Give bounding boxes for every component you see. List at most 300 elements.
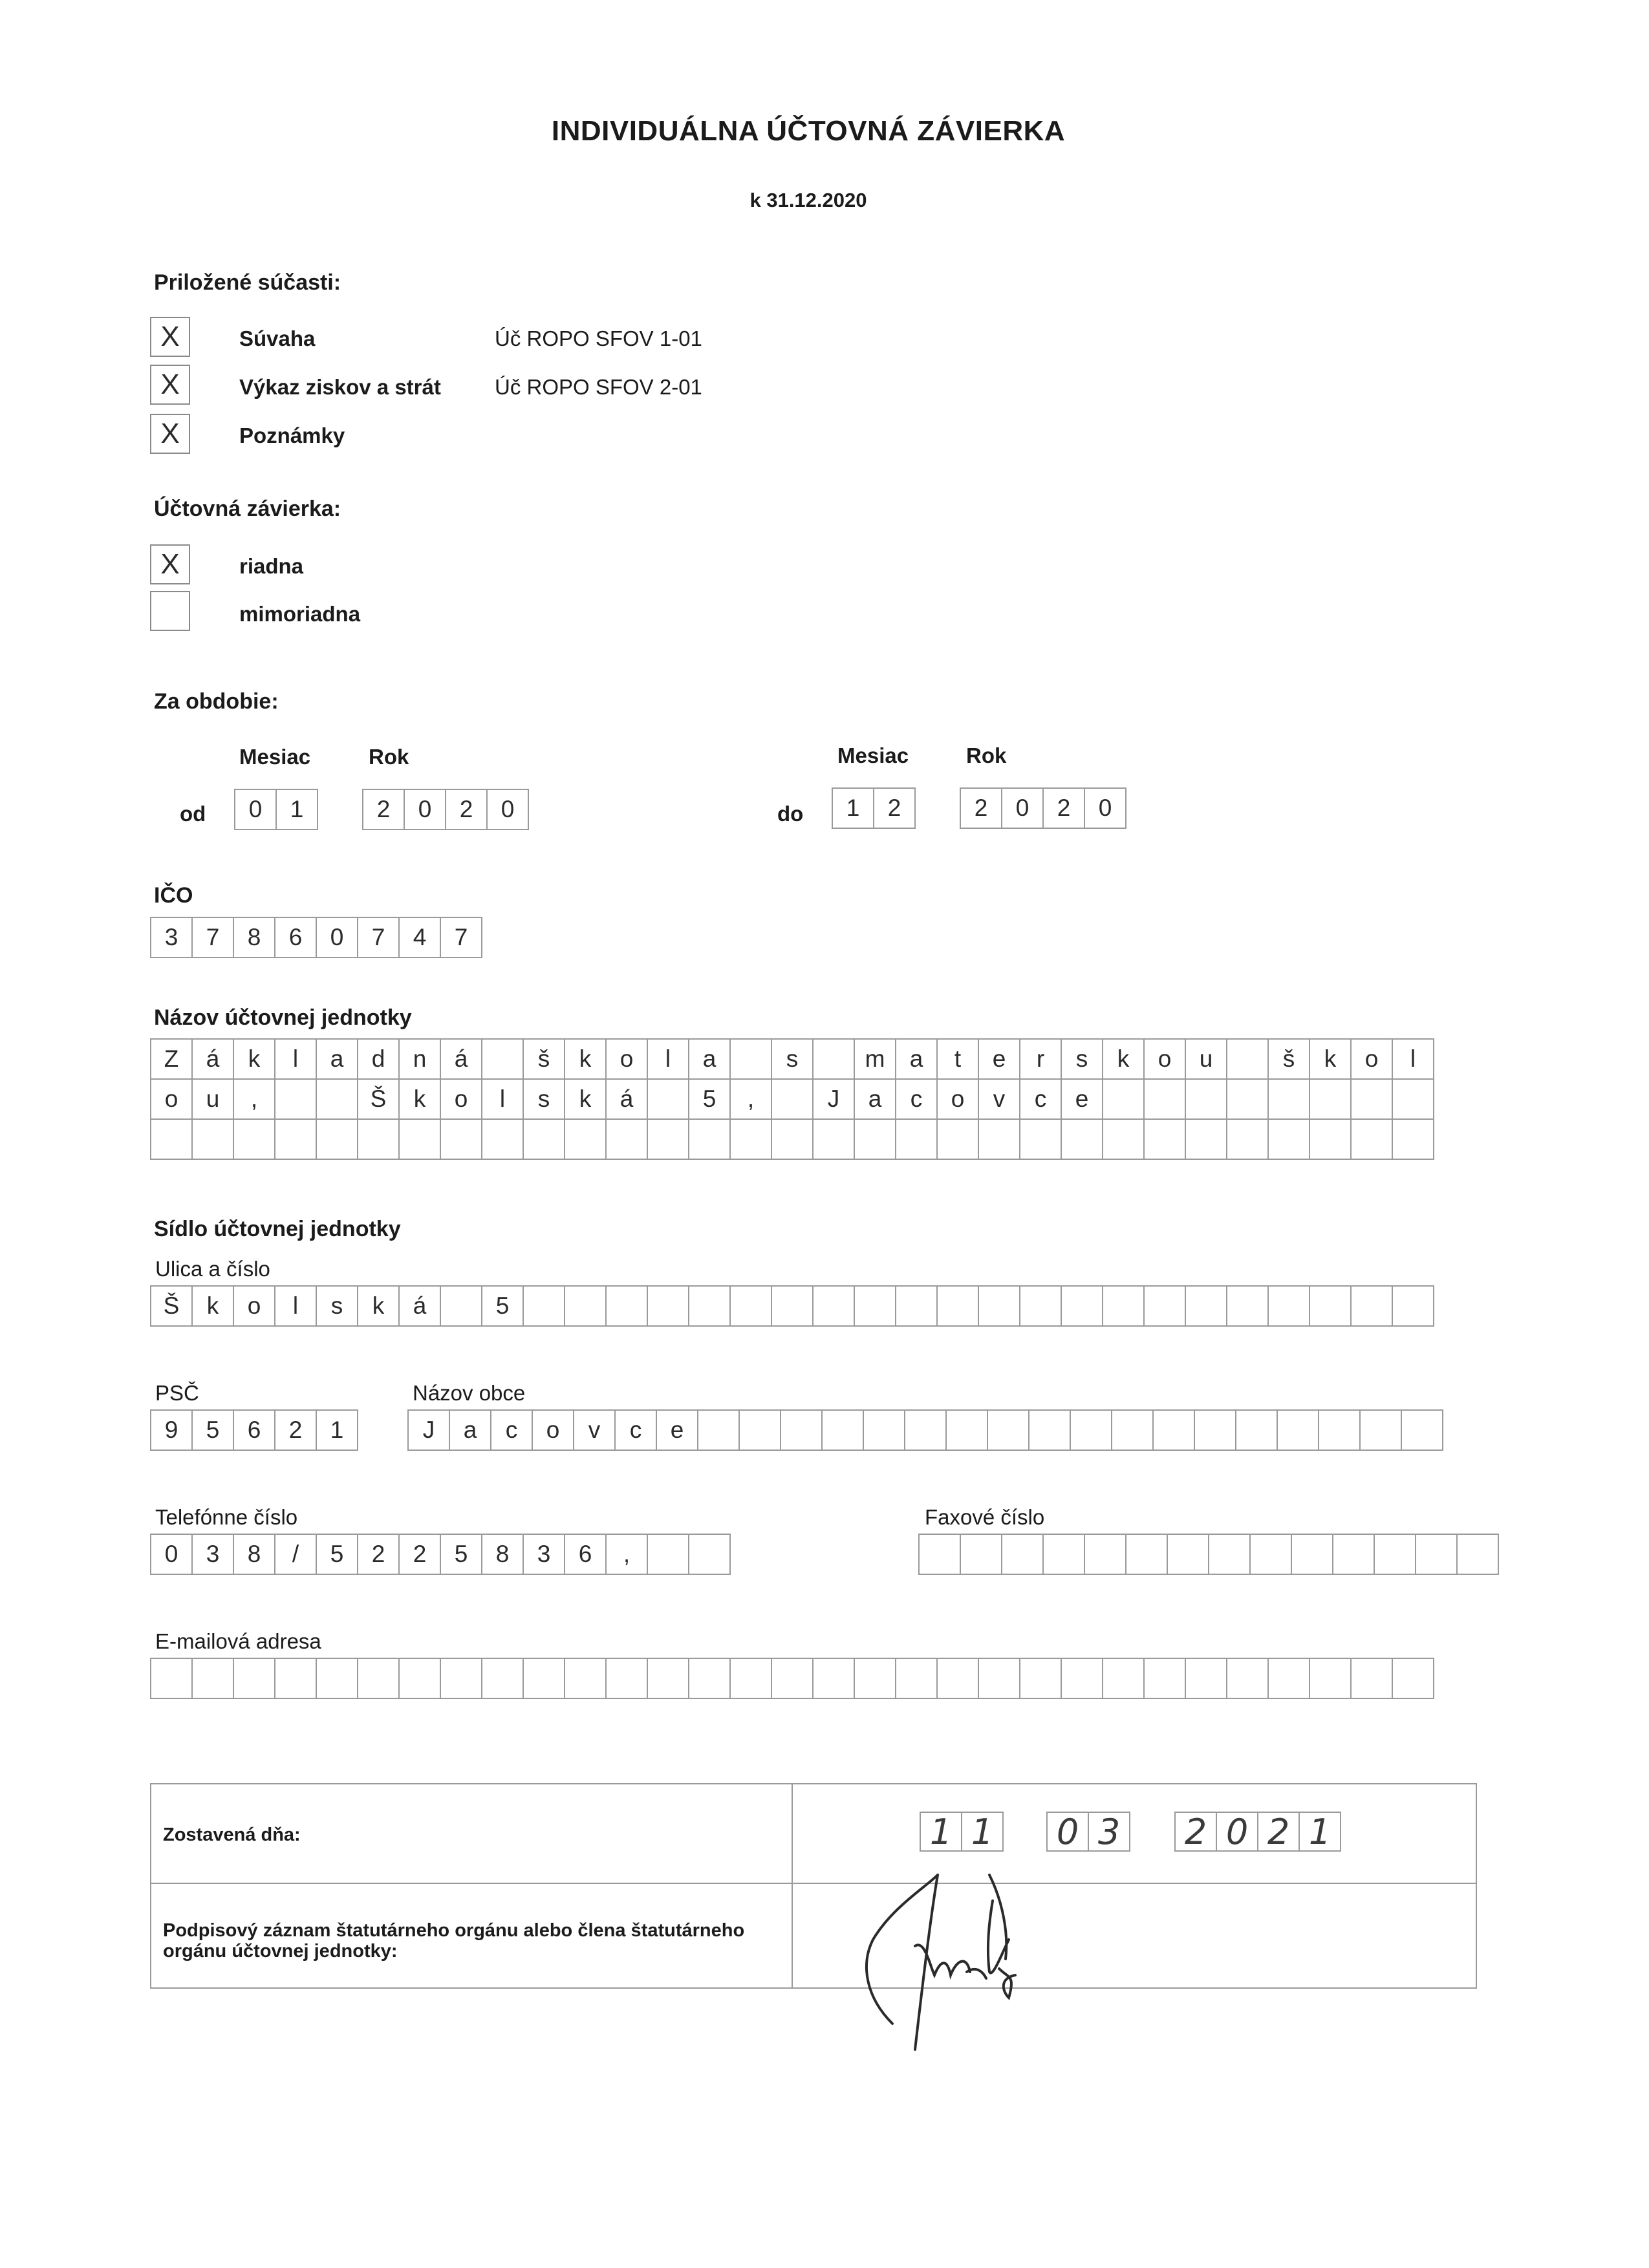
- char-cell: e: [1061, 1078, 1103, 1120]
- char-cell: [688, 1118, 731, 1160]
- char-cell: o: [936, 1078, 979, 1120]
- char-cell: n: [398, 1038, 441, 1080]
- char-cell: [440, 1285, 482, 1327]
- char-cell: [647, 1534, 689, 1575]
- char-cell: [812, 1118, 855, 1160]
- char-cell: [1070, 1409, 1112, 1451]
- digit-cell: 7: [357, 917, 400, 958]
- compiled-year-field[interactable]: [1174, 1812, 1341, 1852]
- char-cell: [1415, 1534, 1458, 1575]
- signature-label: Podpisový záznam štatutárneho orgánu alebo člena štatutárneho orgánu účtovnej jednotky:: [163, 1920, 745, 1962]
- street-label: Ulica a číslo: [155, 1257, 270, 1281]
- handwritten-cell: [1174, 1812, 1217, 1852]
- char-cell: a: [449, 1409, 491, 1451]
- char-cell: [863, 1409, 905, 1451]
- char-cell: [978, 1285, 1020, 1327]
- char-cell: [688, 1285, 731, 1327]
- char-cell: [1143, 1658, 1186, 1699]
- char-cell: [316, 1078, 358, 1120]
- char-cell: t: [936, 1038, 979, 1080]
- char-cell: k: [564, 1038, 607, 1080]
- ico-field[interactable]: [150, 917, 482, 958]
- char-cell: k: [191, 1285, 234, 1327]
- char-cell: [1102, 1078, 1145, 1120]
- char-cell: k: [398, 1078, 441, 1120]
- char-cell: o: [1350, 1038, 1393, 1080]
- char-cell: [854, 1285, 896, 1327]
- char-cell: J: [812, 1078, 855, 1120]
- char-cell: [1392, 1118, 1434, 1160]
- char-cell: [1061, 1285, 1103, 1327]
- char-cell: d: [357, 1038, 400, 1080]
- char-cell: 5: [191, 1409, 234, 1451]
- char-cell: 8: [233, 1534, 275, 1575]
- entity-name-row-2: [150, 1078, 1434, 1120]
- handwritten-digit: 1: [929, 1811, 953, 1852]
- seat-heading: Sídlo účtovnej jednotky: [154, 1217, 401, 1241]
- char-cell: [440, 1658, 482, 1699]
- to-month-field[interactable]: [832, 787, 916, 829]
- char-cell: /: [274, 1534, 317, 1575]
- char-cell: 5: [440, 1534, 482, 1575]
- char-cell: m: [854, 1038, 896, 1080]
- char-cell: [936, 1118, 979, 1160]
- char-cell: [1456, 1534, 1499, 1575]
- char-cell: o: [440, 1078, 482, 1120]
- char-cell: [647, 1285, 689, 1327]
- char-cell: [440, 1118, 482, 1160]
- digit-cell: 2: [362, 789, 405, 830]
- char-cell: [771, 1118, 814, 1160]
- char-cell: [1084, 1534, 1126, 1575]
- char-cell: 2: [398, 1534, 441, 1575]
- email-field[interactable]: [150, 1658, 1434, 1699]
- char-cell: [1208, 1534, 1251, 1575]
- char-cell: ,: [729, 1078, 772, 1120]
- char-cell: c: [1019, 1078, 1062, 1120]
- char-cell: k: [1102, 1038, 1145, 1080]
- char-cell: [1111, 1409, 1154, 1451]
- char-cell: [647, 1658, 689, 1699]
- digit-cell: 6: [274, 917, 317, 958]
- char-cell: [316, 1118, 358, 1160]
- char-cell: a: [854, 1078, 896, 1120]
- char-cell: [1350, 1118, 1393, 1160]
- digit-cell: 0: [486, 789, 529, 830]
- char-cell: [1226, 1078, 1269, 1120]
- char-cell: 5: [316, 1534, 358, 1575]
- char-cell: [936, 1285, 979, 1327]
- char-cell: [1267, 1078, 1310, 1120]
- compiled-day-field[interactable]: [920, 1812, 1004, 1852]
- from-month-field[interactable]: [234, 789, 318, 830]
- char-cell: k: [357, 1285, 400, 1327]
- char-cell: [481, 1038, 524, 1080]
- char-cell: o: [532, 1409, 574, 1451]
- char-cell: [1267, 1658, 1310, 1699]
- char-cell: [1226, 1285, 1269, 1327]
- entity-name-field[interactable]: [150, 1038, 1434, 1160]
- char-cell: [729, 1118, 772, 1160]
- char-cell: [771, 1078, 814, 1120]
- document-date: k 31.12.2020: [749, 189, 867, 211]
- char-cell: [812, 1038, 855, 1080]
- char-cell: [398, 1658, 441, 1699]
- char-cell: [812, 1658, 855, 1699]
- char-cell: [1102, 1658, 1145, 1699]
- char-cell: [780, 1409, 823, 1451]
- char-cell: [1249, 1534, 1292, 1575]
- char-cell: [1267, 1285, 1310, 1327]
- char-cell: [316, 1658, 358, 1699]
- char-cell: [771, 1285, 814, 1327]
- char-cell: á: [605, 1078, 648, 1120]
- city-field[interactable]: [407, 1409, 1443, 1451]
- char-cell: [564, 1118, 607, 1160]
- char-cell: c: [490, 1409, 533, 1451]
- char-cell: [357, 1658, 400, 1699]
- char-cell: 1: [316, 1409, 358, 1451]
- handwritten-cell: [1257, 1812, 1300, 1852]
- char-cell: [1374, 1534, 1416, 1575]
- char-cell: s: [1061, 1038, 1103, 1080]
- char-cell: [191, 1658, 234, 1699]
- char-cell: [697, 1409, 740, 1451]
- to-year-label: Rok: [966, 744, 1007, 767]
- char-cell: l: [274, 1038, 317, 1080]
- char-cell: a: [316, 1038, 358, 1080]
- char-cell: [1392, 1658, 1434, 1699]
- char-cell: [481, 1118, 524, 1160]
- attachment-code-vykaz: Úč ROPO SFOV 2-01: [495, 375, 702, 399]
- compiled-month-field[interactable]: [1046, 1812, 1130, 1852]
- char-cell: [1332, 1534, 1375, 1575]
- char-cell: [960, 1534, 1002, 1575]
- table-divider: [792, 1784, 793, 1987]
- char-cell: [274, 1658, 317, 1699]
- psc-field[interactable]: [150, 1409, 358, 1451]
- from-year-label: Rok: [369, 745, 409, 769]
- digit-cell: 1: [832, 787, 874, 829]
- statement-type-heading: Účtovná závierka:: [154, 497, 341, 521]
- char-cell: š: [1267, 1038, 1310, 1080]
- char-cell: [1167, 1534, 1209, 1575]
- char-cell: 6: [564, 1534, 607, 1575]
- handwritten-digit: 2: [1184, 1811, 1207, 1852]
- phone-field[interactable]: [150, 1534, 731, 1575]
- char-cell: o: [1143, 1038, 1186, 1080]
- checkbox-suvaha[interactable]: X: [150, 317, 190, 357]
- char-cell: [1185, 1078, 1227, 1120]
- digit-cell: 2: [960, 787, 1002, 829]
- attachment-label-poznamky: Poznámky: [239, 423, 345, 447]
- handwritten-digit: 0: [1056, 1811, 1079, 1852]
- to-year-field[interactable]: [960, 787, 1126, 829]
- char-cell: [1185, 1285, 1227, 1327]
- char-cell: [1102, 1118, 1145, 1160]
- char-cell: 5: [688, 1078, 731, 1120]
- handwritten-signature: [854, 1862, 1073, 2056]
- char-cell: [523, 1118, 565, 1160]
- digit-cell: 4: [398, 917, 441, 958]
- compiled-label: Zostavená dňa:: [163, 1824, 301, 1845]
- char-cell: [191, 1118, 234, 1160]
- char-cell: [1267, 1118, 1310, 1160]
- char-cell: [1061, 1658, 1103, 1699]
- char-cell: [688, 1534, 731, 1575]
- char-cell: l: [481, 1078, 524, 1120]
- handwritten-cell: [920, 1812, 962, 1852]
- char-cell: [978, 1658, 1020, 1699]
- char-cell: [357, 1118, 400, 1160]
- char-cell: [1350, 1285, 1393, 1327]
- char-cell: [233, 1118, 275, 1160]
- char-cell: [605, 1285, 648, 1327]
- handwritten-digit: 2: [1267, 1811, 1290, 1852]
- char-cell: [1359, 1409, 1402, 1451]
- statement-label-mimoriadna: mimoriadna: [239, 602, 361, 626]
- phone-label: Telefónne číslo: [155, 1505, 298, 1529]
- char-cell: 2: [357, 1534, 400, 1575]
- digit-cell: 2: [445, 789, 488, 830]
- char-cell: o: [605, 1038, 648, 1080]
- checkbox-vykaz[interactable]: X: [150, 365, 190, 405]
- char-cell: [821, 1409, 864, 1451]
- char-cell: [1194, 1409, 1236, 1451]
- digit-cell: 7: [191, 917, 234, 958]
- char-cell: [936, 1658, 979, 1699]
- char-cell: 0: [150, 1534, 193, 1575]
- handwritten-cell: [1088, 1812, 1130, 1852]
- char-cell: [1291, 1534, 1333, 1575]
- digit-cell: 8: [233, 917, 275, 958]
- char-cell: o: [150, 1078, 193, 1120]
- char-cell: 3: [523, 1534, 565, 1575]
- char-cell: 5: [481, 1285, 524, 1327]
- char-cell: [1350, 1658, 1393, 1699]
- char-cell: [647, 1118, 689, 1160]
- char-cell: Š: [150, 1285, 193, 1327]
- char-cell: [523, 1285, 565, 1327]
- char-cell: [895, 1118, 938, 1160]
- psc-label: PSČ: [155, 1381, 199, 1405]
- char-cell: [729, 1038, 772, 1080]
- char-cell: [738, 1409, 781, 1451]
- char-cell: [1309, 1285, 1352, 1327]
- char-cell: [564, 1285, 607, 1327]
- char-cell: [688, 1658, 731, 1699]
- char-cell: s: [523, 1078, 565, 1120]
- char-cell: [1309, 1078, 1352, 1120]
- char-cell: [1235, 1409, 1278, 1451]
- to-label: do: [777, 802, 804, 826]
- handwritten-digit: 0: [1225, 1811, 1249, 1852]
- char-cell: [523, 1658, 565, 1699]
- char-cell: [1226, 1118, 1269, 1160]
- char-cell: l: [1392, 1038, 1434, 1080]
- char-cell: [1143, 1118, 1186, 1160]
- period-heading: Za obdobie:: [154, 689, 279, 714]
- checkbox-riadna[interactable]: X: [150, 544, 190, 584]
- char-cell: [1392, 1078, 1434, 1120]
- digit-cell: 2: [1042, 787, 1085, 829]
- char-cell: [274, 1118, 317, 1160]
- char-cell: [564, 1658, 607, 1699]
- char-cell: [1226, 1038, 1269, 1080]
- char-cell: s: [771, 1038, 814, 1080]
- attachments-heading: Priložené súčasti:: [154, 270, 341, 295]
- digit-cell: 3: [150, 917, 193, 958]
- from-label: od: [180, 802, 206, 826]
- char-cell: k: [564, 1078, 607, 1120]
- char-cell: [987, 1409, 1029, 1451]
- char-cell: o: [233, 1285, 275, 1327]
- char-cell: [854, 1658, 896, 1699]
- char-cell: [233, 1658, 275, 1699]
- handwritten-cell: [961, 1812, 1004, 1852]
- char-cell: š: [523, 1038, 565, 1080]
- char-cell: [1061, 1118, 1103, 1160]
- char-cell: [978, 1118, 1020, 1160]
- attachment-label-vykaz: Výkaz ziskov a strát: [239, 375, 441, 399]
- fax-label: Faxové číslo: [925, 1505, 1045, 1529]
- char-cell: [729, 1285, 772, 1327]
- city-label: Názov obce: [413, 1381, 526, 1405]
- fax-field[interactable]: [918, 1534, 1499, 1575]
- handwritten-digit: 1: [971, 1811, 994, 1852]
- char-cell: v: [573, 1409, 616, 1451]
- attachment-code-suvaha: Úč ROPO SFOV 1-01: [495, 326, 702, 350]
- char-cell: c: [895, 1078, 938, 1120]
- char-cell: [1392, 1285, 1434, 1327]
- digit-cell: 0: [316, 917, 358, 958]
- char-cell: á: [440, 1038, 482, 1080]
- char-cell: [945, 1409, 988, 1451]
- handwritten-cell: [1046, 1812, 1089, 1852]
- char-cell: [1143, 1078, 1186, 1120]
- char-cell: [895, 1285, 938, 1327]
- char-cell: á: [191, 1038, 234, 1080]
- handwritten-digit: 3: [1097, 1811, 1121, 1852]
- char-cell: [1318, 1409, 1361, 1451]
- digit-cell: 0: [1084, 787, 1126, 829]
- char-cell: k: [1309, 1038, 1352, 1080]
- char-cell: [1309, 1658, 1352, 1699]
- attachment-label-suvaha: Súvaha: [239, 326, 316, 350]
- char-cell: r: [1019, 1038, 1062, 1080]
- char-cell: l: [647, 1038, 689, 1080]
- char-cell: k: [233, 1038, 275, 1080]
- char-cell: [647, 1078, 689, 1120]
- char-cell: ,: [233, 1078, 275, 1120]
- char-cell: [398, 1118, 441, 1160]
- table-divider: [151, 1883, 1476, 1884]
- from-month-label: Mesiac: [239, 745, 311, 769]
- char-cell: 3: [191, 1534, 234, 1575]
- char-cell: 6: [233, 1409, 275, 1451]
- char-cell: s: [316, 1285, 358, 1327]
- email-label: E-mailová adresa: [155, 1629, 321, 1653]
- digit-cell: 1: [275, 789, 318, 830]
- char-cell: [771, 1658, 814, 1699]
- char-cell: [1102, 1285, 1145, 1327]
- char-cell: [1185, 1658, 1227, 1699]
- char-cell: [274, 1078, 317, 1120]
- entity-name-row-1: [150, 1038, 1434, 1080]
- char-cell: [481, 1658, 524, 1699]
- digit-cell: 0: [404, 789, 446, 830]
- char-cell: [1350, 1078, 1393, 1120]
- char-cell: ,: [605, 1534, 648, 1575]
- char-cell: [1019, 1118, 1062, 1160]
- char-cell: [1143, 1285, 1186, 1327]
- char-cell: 2: [274, 1409, 317, 1451]
- char-cell: e: [656, 1409, 698, 1451]
- char-cell: [150, 1658, 193, 1699]
- char-cell: 9: [150, 1409, 193, 1451]
- char-cell: [812, 1285, 855, 1327]
- char-cell: e: [978, 1038, 1020, 1080]
- digit-cell: 7: [440, 917, 482, 958]
- char-cell: [1001, 1534, 1044, 1575]
- street-field[interactable]: [150, 1285, 1434, 1327]
- char-cell: [1125, 1534, 1168, 1575]
- char-cell: v: [978, 1078, 1020, 1120]
- document-title: INDIVIDUÁLNA ÚČTOVNÁ ZÁVIERKA: [551, 115, 1066, 147]
- char-cell: [1309, 1118, 1352, 1160]
- char-cell: [1277, 1409, 1319, 1451]
- char-cell: [1019, 1285, 1062, 1327]
- char-cell: u: [191, 1078, 234, 1120]
- char-cell: Z: [150, 1038, 193, 1080]
- entity-name-row-3: [150, 1118, 1434, 1160]
- char-cell: J: [407, 1409, 450, 1451]
- char-cell: á: [398, 1285, 441, 1327]
- char-cell: [605, 1118, 648, 1160]
- char-cell: l: [274, 1285, 317, 1327]
- checkbox-poznamky[interactable]: X: [150, 414, 190, 454]
- char-cell: [1401, 1409, 1443, 1451]
- char-cell: [1185, 1118, 1227, 1160]
- char-cell: [605, 1658, 648, 1699]
- handwritten-digit: 1: [1308, 1811, 1331, 1852]
- to-month-label: Mesiac: [837, 744, 909, 767]
- statement-label-riadna: riadna: [239, 554, 304, 578]
- checkbox-mimoriadna[interactable]: [150, 591, 190, 631]
- handwritten-cell: [1216, 1812, 1258, 1852]
- entity-name-heading: Názov účtovnej jednotky: [154, 1005, 412, 1030]
- digit-cell: 2: [873, 787, 916, 829]
- digit-cell: 0: [1001, 787, 1044, 829]
- char-cell: a: [688, 1038, 731, 1080]
- char-cell: Š: [357, 1078, 400, 1120]
- char-cell: [918, 1534, 961, 1575]
- char-cell: [895, 1658, 938, 1699]
- char-cell: 8: [481, 1534, 524, 1575]
- char-cell: [1152, 1409, 1195, 1451]
- char-cell: [1019, 1658, 1062, 1699]
- digit-cell: 0: [234, 789, 277, 830]
- char-cell: [1028, 1409, 1071, 1451]
- handwritten-cell: [1299, 1812, 1341, 1852]
- char-cell: u: [1185, 1038, 1227, 1080]
- from-year-field[interactable]: [362, 789, 529, 830]
- char-cell: [729, 1658, 772, 1699]
- char-cell: a: [895, 1038, 938, 1080]
- char-cell: c: [614, 1409, 657, 1451]
- char-cell: [1226, 1658, 1269, 1699]
- char-cell: [1042, 1534, 1085, 1575]
